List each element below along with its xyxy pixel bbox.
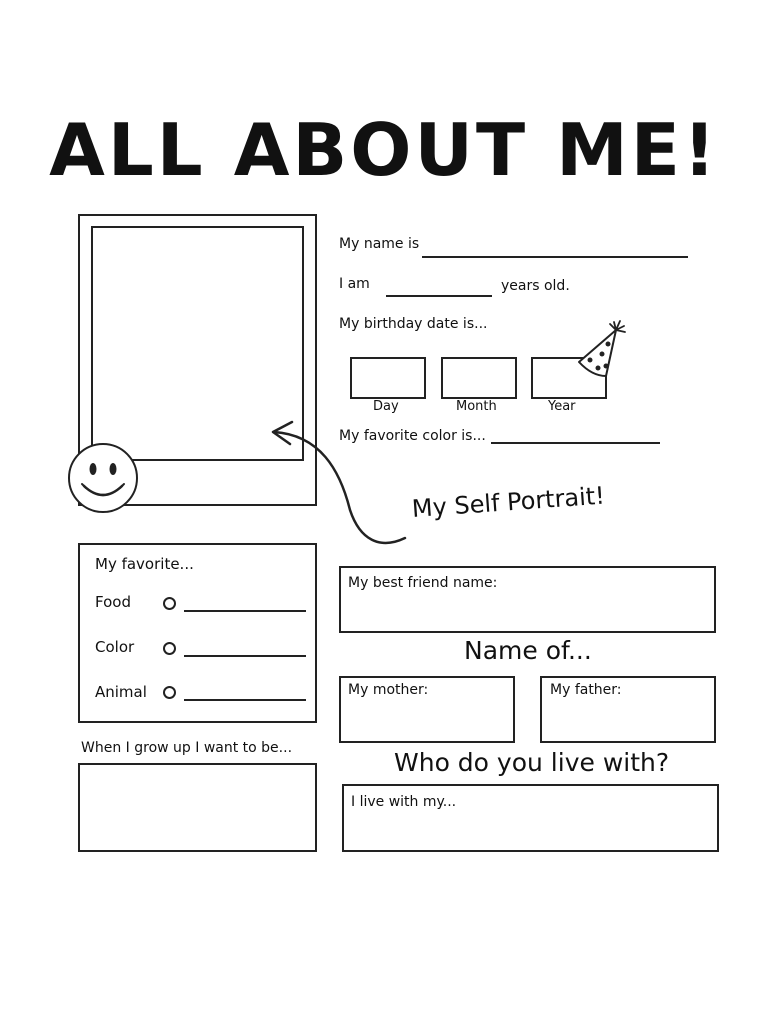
best-friend-label: My best friend name: bbox=[348, 575, 498, 591]
age-suffix: years old. bbox=[501, 278, 570, 294]
favorite-animal-label: Animal bbox=[95, 683, 147, 701]
age-prefix: I am bbox=[339, 276, 370, 292]
year-label: Year bbox=[548, 399, 576, 414]
age-line[interactable] bbox=[386, 295, 492, 297]
favorite-animal-radio[interactable] bbox=[163, 686, 176, 699]
favorite-food-line[interactable] bbox=[184, 610, 306, 612]
name-line[interactable] bbox=[422, 256, 688, 258]
mother-label: My mother: bbox=[348, 682, 429, 698]
party-hat-icon bbox=[576, 318, 632, 380]
favorite-food-label: Food bbox=[95, 593, 131, 611]
day-box[interactable] bbox=[350, 357, 426, 399]
day-label: Day bbox=[373, 399, 399, 414]
live-with-heading: Who do you live with? bbox=[394, 748, 670, 777]
name-of-heading: Name of... bbox=[464, 636, 592, 665]
grow-up-label: When I grow up I want to be... bbox=[81, 740, 293, 756]
name-label: My name is bbox=[339, 236, 420, 252]
favorite-food-radio[interactable] bbox=[163, 597, 176, 610]
favorite-color-line[interactable] bbox=[184, 655, 306, 657]
color-line[interactable] bbox=[491, 442, 660, 444]
favorite-color-radio[interactable] bbox=[163, 642, 176, 655]
self-portrait-caption: My Self Portrait! bbox=[411, 481, 606, 523]
favorite-animal-line[interactable] bbox=[184, 699, 306, 701]
grow-up-box[interactable] bbox=[78, 763, 317, 852]
live-with-label: I live with my... bbox=[351, 794, 457, 810]
smiley-icon bbox=[66, 442, 140, 514]
birthday-label: My birthday date is... bbox=[339, 316, 488, 332]
color-label: My favorite color is... bbox=[339, 428, 486, 444]
month-box[interactable] bbox=[441, 357, 517, 399]
arrow-icon bbox=[260, 410, 420, 555]
father-label: My father: bbox=[550, 682, 622, 698]
page-title: ALL ABOUT ME! bbox=[49, 108, 719, 192]
month-label: Month bbox=[456, 399, 497, 414]
favorite-color-label: Color bbox=[95, 638, 135, 656]
favorites-heading: My favorite... bbox=[95, 555, 194, 573]
